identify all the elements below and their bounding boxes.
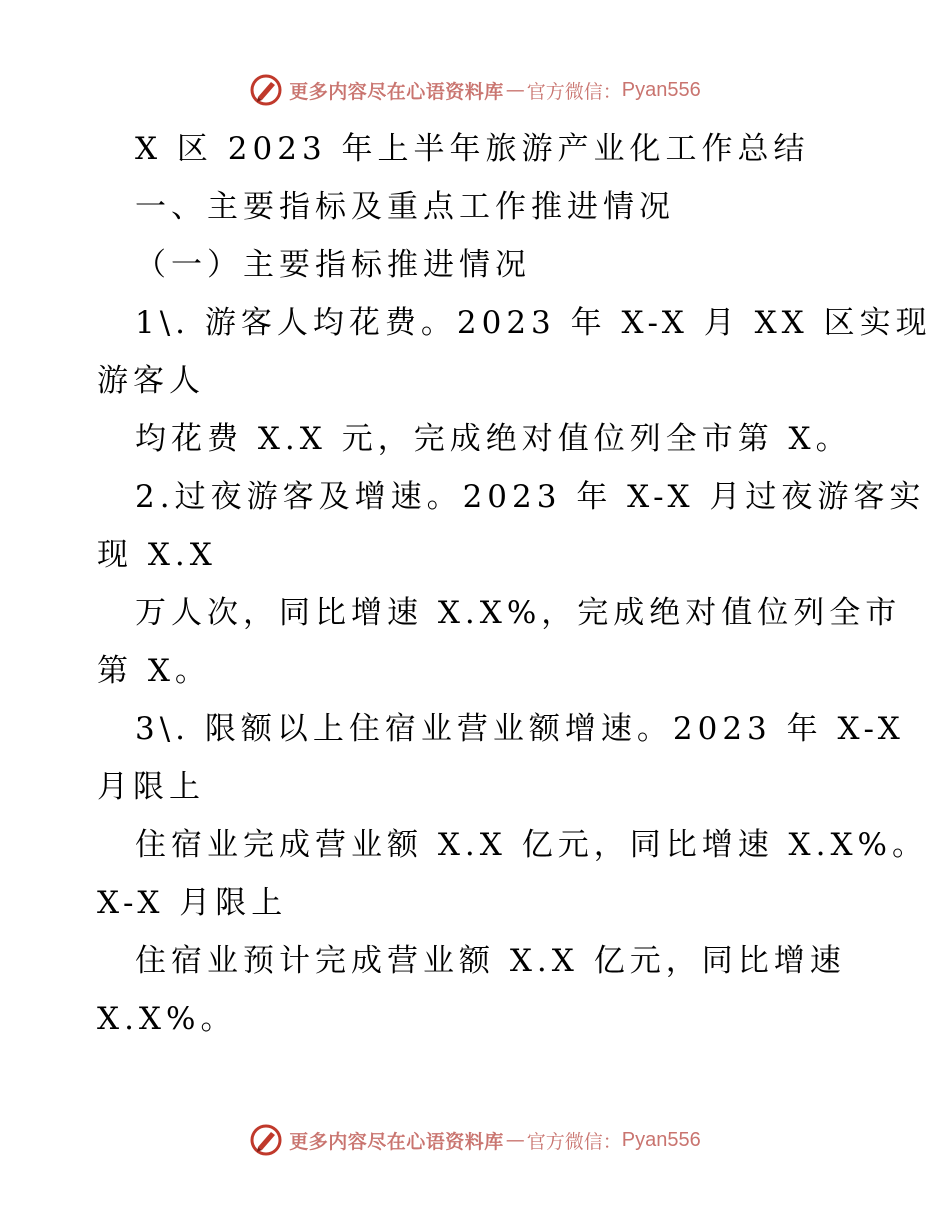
- paragraph-line: 万人次，同比增速 X.X%，完成绝对值位列全市: [135, 595, 902, 631]
- watermark-brand: 更多内容尽在心语资料库: [289, 1130, 504, 1153]
- header-watermark: [0, 70, 950, 110]
- watermark-contact-label: 官方微信：: [526, 80, 622, 103]
- paragraph-line: 现 X.X: [97, 537, 217, 573]
- paragraph-line: 第 X。: [97, 653, 211, 689]
- pen-in-circle-logo-icon: [249, 73, 283, 107]
- paragraph-line: 住宿业完成营业额 X.X 亿元，同比增速 X.X%。: [135, 827, 929, 863]
- paragraph-line: X.X%。: [97, 1001, 237, 1037]
- document-title: X 区 2023 年上半年旅游产业化工作总结: [135, 131, 810, 167]
- pen-in-circle-logo-icon: [249, 1123, 283, 1157]
- watermark-brand: 更多内容尽在心语资料库: [289, 80, 504, 103]
- subsection-heading: （一）主要指标推进情况: [135, 247, 531, 283]
- paragraph-line: 1\. 游客人均花费。2023 年 X-X 月 XX 区实现: [135, 305, 932, 341]
- paragraph-line: 住宿业预计完成营业额 X.X 亿元，同比增速: [135, 943, 846, 979]
- paragraph-line: 2.过夜游客及增速。2023 年 X-X 月过夜游客实: [135, 479, 926, 515]
- paragraph-line: 均花费 X.X 元，完成绝对值位列全市第 X。: [135, 421, 852, 457]
- paragraph-line: X-X 月限上: [97, 885, 288, 921]
- watermark-separator: —: [505, 1129, 525, 1151]
- watermark-handle: Pyan556: [621, 1128, 701, 1151]
- section-heading: 一、主要指标及重点工作推进情况: [135, 189, 675, 225]
- watermark-separator: —: [505, 79, 525, 101]
- footer-watermark: [0, 1120, 950, 1160]
- watermark-handle: Pyan556: [621, 78, 701, 101]
- paragraph-line: 月限上: [97, 769, 205, 805]
- document-body: [97, 120, 932, 1048]
- paragraph-line: 游客人: [97, 363, 205, 399]
- watermark-contact-label: 官方微信：: [526, 1130, 622, 1153]
- paragraph-line: 3\. 限额以上住宿业营业额增速。2023 年 X-X: [135, 711, 905, 747]
